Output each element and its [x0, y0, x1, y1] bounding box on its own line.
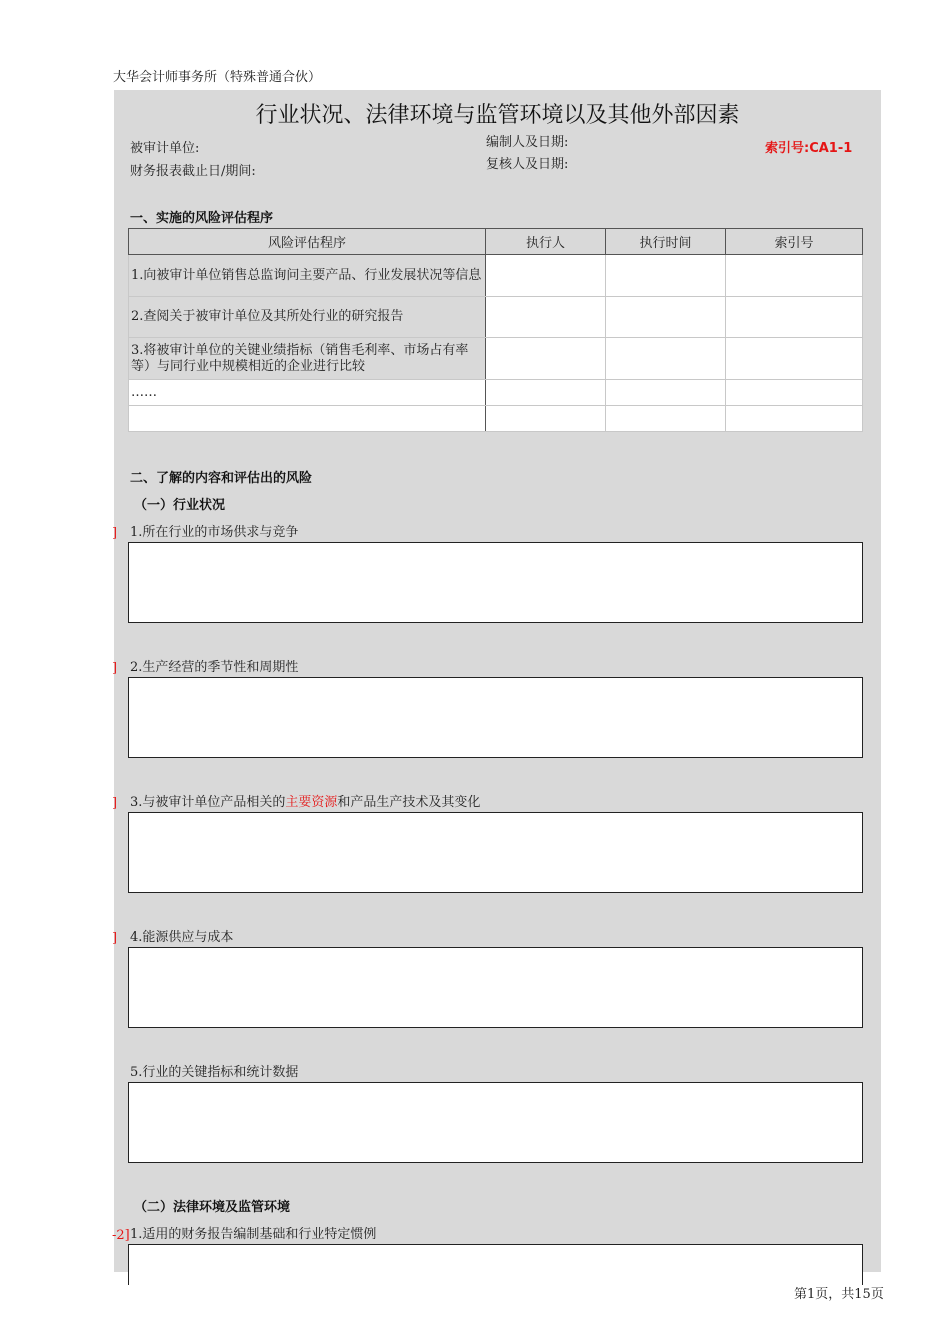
index-cell[interactable]: [726, 406, 863, 432]
item-label-part: 3.与被审计单位产品相关的: [130, 795, 286, 810]
red-bracket-marker: ]: [112, 661, 118, 676]
executor-cell[interactable]: [486, 406, 606, 432]
item-label: [130, 791, 480, 810]
procedure-cell: 2.查阅关于被审计单位及其所处行业的研究报告: [129, 297, 486, 338]
executor-cell[interactable]: [486, 380, 606, 406]
executor-cell[interactable]: [486, 338, 606, 380]
table-row: [129, 255, 863, 297]
period-label: 财务报表截止日/期间:: [130, 164, 256, 179]
index-cell[interactable]: [726, 380, 863, 406]
subsection-legal: （二）法律环境及监管环境: [134, 1200, 291, 1215]
section1-title: 一、实施的风险评估程序: [130, 211, 274, 226]
firm-name: 大华会计师事务所（特殊普通合伙）: [113, 70, 322, 85]
text-entry-box[interactable]: [128, 677, 863, 758]
executor-cell[interactable]: [486, 297, 606, 338]
time-cell[interactable]: [606, 255, 726, 297]
col-header-executor: 执行人: [486, 229, 606, 255]
red-bracket-marker: -2]: [112, 1228, 130, 1243]
procedure-cell: ……: [129, 380, 486, 406]
item-label: 1.所在行业的市场供求与竞争: [130, 525, 299, 540]
text-entry-box[interactable]: [128, 947, 863, 1028]
text-entry-box[interactable]: [128, 1244, 863, 1285]
col-header-index: 索引号: [726, 229, 863, 255]
index-cell[interactable]: [726, 338, 863, 380]
red-bracket-marker: ]: [112, 931, 118, 946]
preparer-label: 编制人及日期:: [486, 135, 569, 150]
table-row: [129, 380, 863, 406]
table-header-row: [129, 229, 863, 255]
procedure-cell: 1.向被审计单位销售总监询问主要产品、行业发展状况等信息: [129, 255, 486, 297]
item-label: 4.能源供应与成本: [130, 930, 234, 945]
text-entry-box[interactable]: [128, 1082, 863, 1163]
col-header-time: 执行时间: [606, 229, 726, 255]
index-cell[interactable]: [726, 297, 863, 338]
page-title: 行业状况、法律环境与监管环境以及其他外部因素: [255, 103, 740, 128]
table-row: [129, 406, 863, 432]
item-label: 5.行业的关键指标和统计数据: [130, 1065, 299, 1080]
item-label: 2.生产经营的季节性和周期性: [130, 660, 299, 675]
entity-label: 被审计单位:: [130, 141, 200, 156]
time-cell[interactable]: [606, 380, 726, 406]
subsection-industry: （一）行业状况: [134, 498, 226, 513]
index-cell[interactable]: [726, 255, 863, 297]
executor-cell[interactable]: [486, 255, 606, 297]
procedure-cell[interactable]: [129, 406, 486, 432]
reviewer-label: 复核人及日期:: [486, 157, 569, 172]
page-number: 第1页，共15页: [794, 1287, 884, 1302]
red-bracket-marker: ]: [112, 796, 118, 811]
index-number: 索引号:CA1-1: [765, 141, 853, 156]
col-header-procedure: 风险评估程序: [129, 229, 486, 255]
item-label-highlight: 主要资源: [285, 795, 338, 810]
item-label-part: 和产品生产技术及其变化: [337, 795, 481, 810]
text-entry-box[interactable]: [128, 812, 863, 893]
time-cell[interactable]: [606, 406, 726, 432]
item-label: 1.适用的财务报告编制基础和行业特定惯例: [130, 1227, 377, 1242]
text-entry-box[interactable]: [128, 542, 863, 623]
table-row: [129, 297, 863, 338]
red-bracket-marker: ]: [112, 526, 118, 541]
time-cell[interactable]: [606, 297, 726, 338]
time-cell[interactable]: [606, 338, 726, 380]
worksheet: [114, 90, 881, 1272]
procedure-table: [128, 228, 863, 432]
section2-title: 二、了解的内容和评估出的风险: [130, 471, 313, 486]
table-row: [129, 338, 863, 380]
procedure-cell: 3.将被审计单位的关键业绩指标（销售毛利率、市场占有率等）与同行业中规模相近的企业进行比较: [129, 338, 486, 380]
